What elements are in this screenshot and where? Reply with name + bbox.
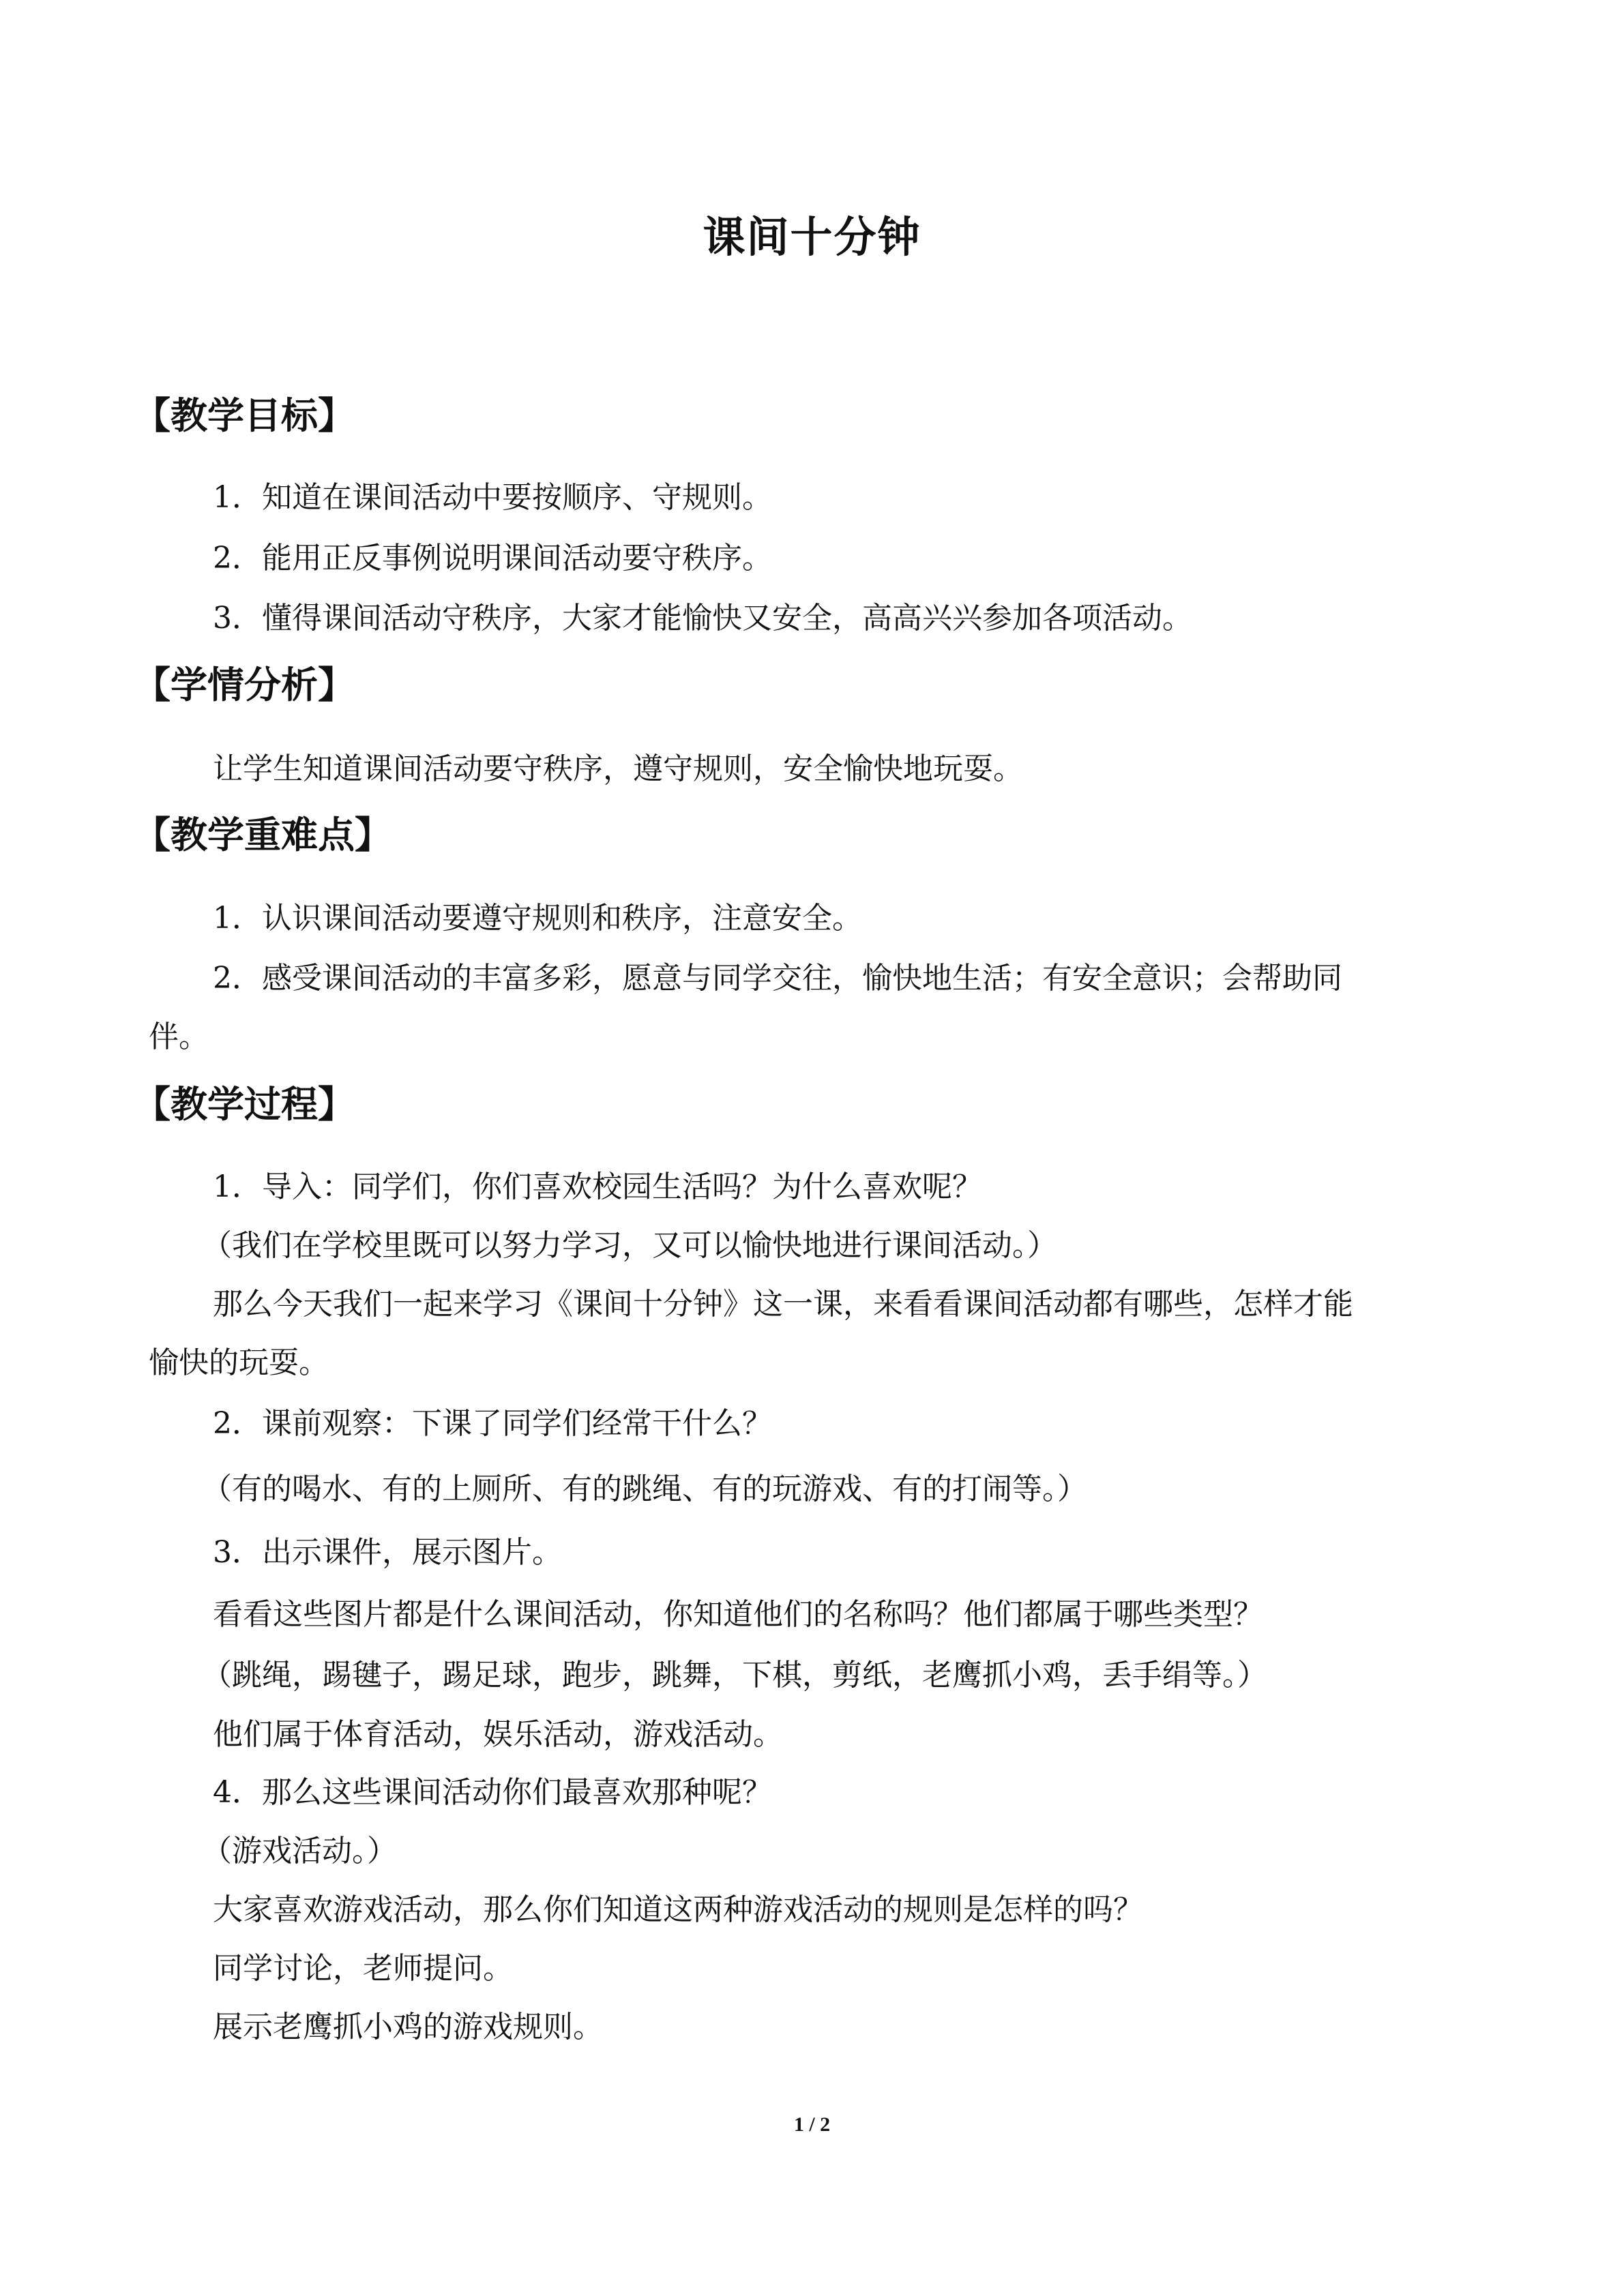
section-heading-process: 【教学过程】: [134, 1083, 355, 1126]
goal-item: 3．懂得课间活动守秩序，大家才能愉快又安全，高高兴兴参加各项活动。: [213, 601, 1192, 636]
process-line: 大家喜欢游戏活动，那么你们知道这两种游戏活动的规则是怎样的吗？: [213, 1892, 1143, 1927]
process-line: （我们在学校里既可以努力学习，又可以愉快地进行课间活动。）: [202, 1228, 1057, 1263]
process-line-continuation: 愉快的玩耍。: [149, 1345, 329, 1380]
process-line: 他们属于体育活动，娱乐活动，游戏活动。: [213, 1717, 783, 1752]
page-title: 课间十分钟: [703, 212, 921, 262]
process-line: 同学讨论，老师提问。: [213, 1951, 513, 1986]
process-line: （游戏活动。）: [202, 1834, 397, 1868]
goal-item: 2．能用正反事例说明课间活动要守秩序。: [213, 541, 772, 576]
process-line: 那么今天我们一起来学习《课间十分钟》这一课，来看看课间活动都有哪些，怎样才能: [213, 1287, 1353, 1322]
process-line: 3．出示课件，展示图片。: [213, 1535, 562, 1570]
process-line: 看看这些图片都是什么课间活动，你知道他们的名称吗？他们都属于哪些类型？: [213, 1597, 1263, 1632]
key-point-item: 1．认识课间活动要遵守规则和秩序，注意安全。: [213, 901, 862, 936]
process-line: 2．课前观察：下课了同学们经常干什么？: [213, 1406, 772, 1441]
page-number: 1 / 2: [793, 2113, 831, 2136]
key-point-item-continuation: 伴。: [149, 1019, 209, 1054]
section-heading-goals: 【教学目标】: [134, 394, 355, 437]
analysis-text: 让学生知道课间活动要守秩序，遵守规则，安全愉快地玩耍。: [213, 751, 1023, 786]
process-line: 1．导入：同学们，你们喜欢校园生活吗？为什么喜欢呢？: [213, 1169, 982, 1204]
process-line: （有的喝水、有的上厕所、有的跳绳、有的玩游戏、有的打闹等。）: [202, 1472, 1087, 1506]
goal-item: 1．知道在课间活动中要按顺序、守规则。: [213, 480, 772, 515]
section-heading-key-points: 【教学重难点】: [134, 814, 392, 856]
process-line: 展示老鹰抓小鸡的游戏规则。: [213, 2010, 603, 2044]
process-line: （跳绳，踢毽子，踢足球，跑步，跳舞，下棋，剪纸，老鹰抓小鸡，丢手绢等。）: [202, 1658, 1267, 1693]
section-heading-analysis: 【学情分析】: [134, 664, 355, 706]
key-point-item: 2．感受课间活动的丰富多彩，愿意与同学交往，愉快地生活；有安全意识；会帮助同: [213, 961, 1342, 996]
process-line: 4．那么这些课间活动你们最喜欢那种呢？: [213, 1775, 772, 1810]
